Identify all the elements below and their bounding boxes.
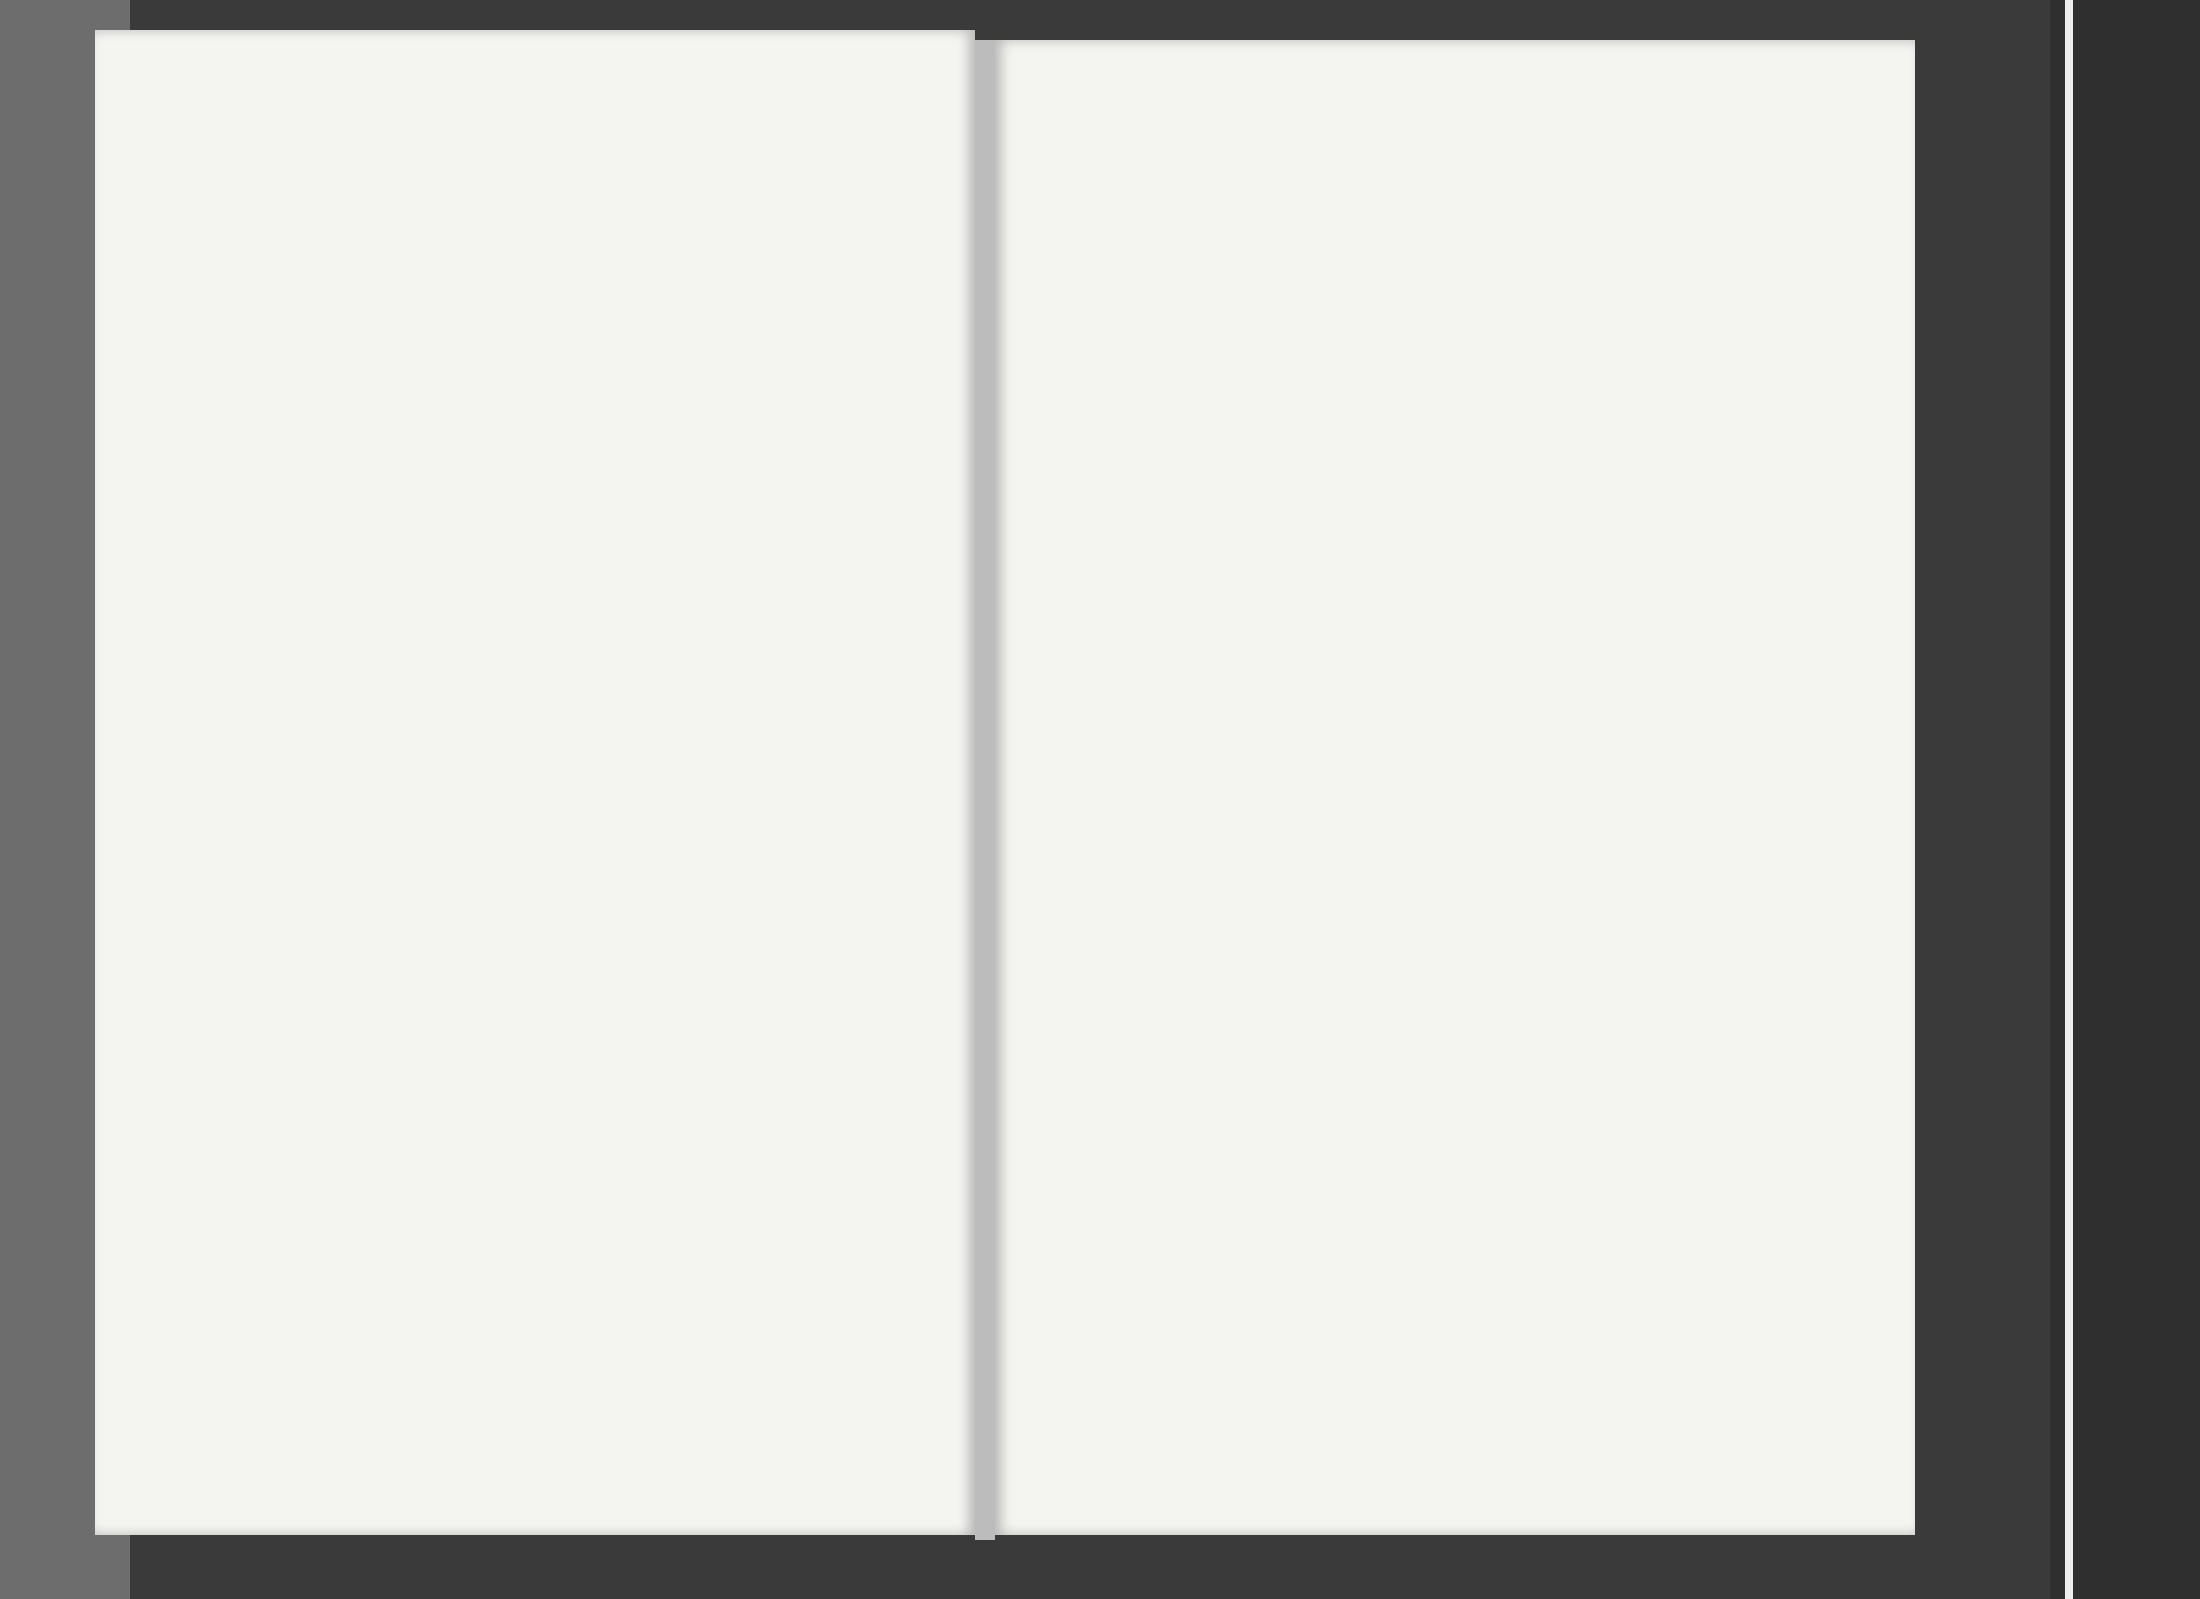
book-gutter [975, 40, 995, 1540]
ledger-page-left [95, 30, 975, 1535]
ledger-page-right [995, 40, 1915, 1535]
ledger-left-svg [95, 30, 975, 1535]
ledger-right-svg [995, 40, 1915, 1535]
scan-edge-strip [2065, 0, 2073, 1599]
